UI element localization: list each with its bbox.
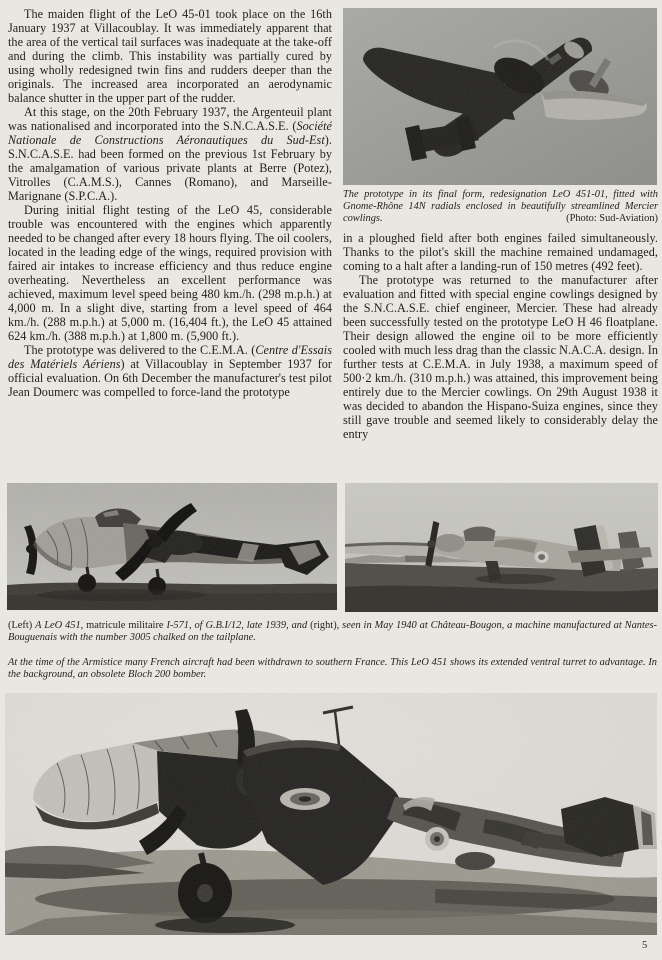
- photo-credit: (Photo: Sud-Aviation): [566, 213, 658, 225]
- photo-leo451-ground-right-image: [345, 483, 658, 612]
- photo-leo451-in-flight-image: [343, 8, 657, 185]
- photo-leo451-in-flight: [343, 8, 657, 185]
- photo-leo451-ground-right: [345, 483, 658, 612]
- photo-leo451-ground-left: [7, 483, 337, 610]
- page-number: 5: [642, 940, 648, 951]
- caption-top-text: The prototype in its final form, redesignation LeO 451-01, fitted with Gnome-Rhône 14N radials enclosed in beautifully streamlined Mercier cowlings.: [343, 189, 658, 225]
- paragraph: At this stage, on the 20th February 1937, the Argenteuil plant was nationalised and incorporated into the S.N.C.A.S.E. (Société Nationale de Constructions Aéronautiques du Sud-Est). S.N.C.A.S.E. had been formed on the previous 1st February by the amalgamation of various private plants at Berre (Potez), Vitrolles (C.A.M.S.), Cannes (Romano), and Marseille-Marignane (S.P.C.A.).: [8, 105, 332, 203]
- caption-top-photo: [343, 189, 658, 226]
- photo-leo451-ground-left-image: [7, 483, 337, 610]
- right-text-column: [343, 231, 658, 473]
- photo-leo451-armistice-image: [5, 693, 657, 935]
- paragraph: in a ploughed field after both engines failed simultaneously. Thanks to the pilot's skill the machine remained undamaged, coming to a halt after a landing-run of 150 metres (492 feet).: [343, 231, 658, 273]
- paragraph: The prototype was delivered to the C.E.M.A. (Centre d'Essais des Matériels Aériens) at Villacoublay in September 1937 for official evaluation. On 6th December the manufacturer's test pilot Jean Doumerc was compelled to force-land the prototype: [8, 343, 332, 399]
- paragraph: The prototype was returned to the manufacturer after evaluation and fitted with special engine cowlings designed by the S.N.C.A.S.E. chief engineer, Mercier. These had already been successfully tested on the prototype LeO H 46 floatplane. Their design allowed the engine oil to be more efficiently cooled with much less drag than the classic N.A.C.A. design. In further tests at C.E.M.A. in July 1938, a maximum speed of 500·2 km./h. (310 m.p.h.) was attained, this improvement being entirely due to the Mercier cowlings. On 29th August 1938 it was decided to abandon the Hispano-Suiza engines, since they still gave trouble and seemed likely to considerably delay the entry: [343, 273, 658, 441]
- photo-leo451-armistice: [5, 693, 657, 935]
- caption-middle-photos: (Left) A LeO 451, matricule militaire I-571, of G.B.I/12, late 1939, and (right), seen in May 1940 at Château-Bougon, a machine manufactured at Nantes-Bouguenais with the number 3005 chalked on the tailplane.: [8, 620, 657, 644]
- paragraph: During initial flight testing of the LeO 45, considerable trouble was encountered with the engines which apparently needed to be changed after every 18 hours flying. The oil coolers, located in the leading edge of the wings, required provision with faired air intakes to increase efficiency and thus reduce engine overheating. Nevertheless an excellent performance was achieved, maximum level speed being 480 km./h. (298 m.p.h.) at 4,000 m. In a slight dive, starting from a level speed of 464 km./h. (288 m.p.h.) at 5,000 m. (16,404 ft.), the LeO 45 attained 624 km./h. (388 m.p.h.) at 1,800 m. (5,900 ft.).: [8, 203, 332, 343]
- left-text-column: [8, 7, 332, 473]
- paragraph: The maiden flight of the LeO 45-01 took place on the 16th January 1937 at Villacoublay. It was immediately apparent that the area of the vertical tail surfaces was inadequate at the take-off and during the climb. This instability was partially cured by using wholly redesigned twin fins and rudders deeper than the originals. The increased area incorporated an aerodynamic balance shutter in the upper part of the rudder.: [8, 7, 332, 105]
- caption-bottom-photo: At the time of the Armistice many French aircraft had been withdrawn to southern France. This LeO 451 shows its extended ventral turret to advantage. In the background, an obsolete Bloch 200 bomber.: [8, 657, 657, 681]
